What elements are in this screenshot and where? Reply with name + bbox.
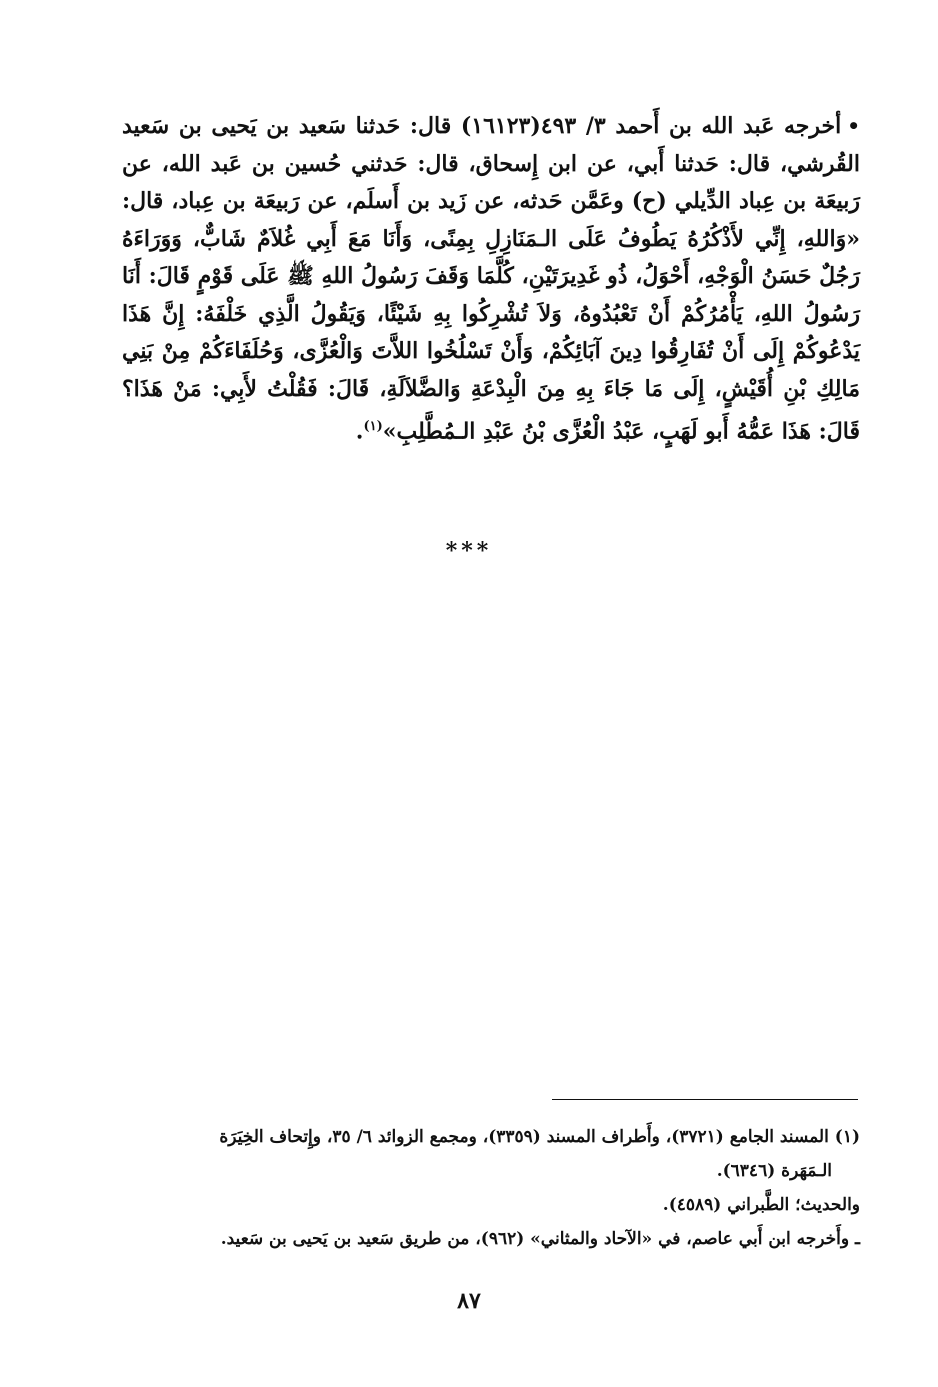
footnote-line-4: ـ وأَخرجه ابن أَبي عاصم، في «الآحاد والمثاني» (٩٦٢)، من طريق سَعيد بن يَحيى بن سَعيد. bbox=[220, 1229, 860, 1249]
footnote-reference: (١) bbox=[363, 419, 383, 434]
end-punctuation: . bbox=[355, 418, 364, 445]
hadith-paragraph bbox=[122, 108, 860, 451]
footnotes-block bbox=[118, 1120, 860, 1256]
footnote-divider bbox=[552, 1099, 858, 1100]
footnote-line-3: والحديث؛ الطَّبراني (٤٥٨٩). bbox=[662, 1195, 860, 1215]
bullet-marker: • bbox=[847, 114, 860, 138]
footnote-line-2: الـمَهَرة (٦٣٤٦). bbox=[716, 1161, 832, 1181]
page-number: ٨٧ bbox=[457, 1288, 481, 1314]
section-separator: *** bbox=[445, 538, 493, 564]
hadith-text: أخرجه عَبد الله بن أَحمد ٣/ ٤٩٣(١٦١٢٣) قال: حَدثنا سَعيد بن يَحيى بن سَعيد القُرشي، قال: حَدثنا أَبي، عن ابن إِسحاق، قال: حَدثني حُسين بن عَبد الله، عن رَبيعَة بن عِباد الدِّيلي (ح) وعَمَّن حَدثه، عن زَيد بن أَسلَم، عن رَبيعَة بن عِباد، قال: «وَاللهِ، إِنِّي لأَذْكُرُهُ يَطُوفُ عَلَى الـمَنَازِلِ بِمِنًى، وَأَنَا مَعَ أَبِي غُلاَمٌ شَابٌّ، وَوَرَاءَهُ رَجُلٌ حَسَنُ الْوَجْهِ، أَحْوَلُ، ذُو غَدِيرَتَيْنِ، كُلَّمَا وَقَفَ رَسُولُ اللهِ ﷺ عَلَى قَوْمٍ قَالَ: أَنَا رَسُولُ اللهِ، يَأْمُرُكُمْ أَنْ تَعْبُدُوهُ، وَلاَ تُشْرِكُوا بِهِ شَيْئًا، وَيَقُولُ الَّذِي خَلْفَهُ: إِنَّ هَذَا يَدْعُوكُمْ إِلَى أَنْ تُفَارِقُوا دِينَ آبَائِكُمْ، وَأَنْ تَسْلُخُوا اللاَّتَ وَالْعُزَّى، وَحُلَفَاءَكُمْ مِنْ بَنِي مَالِكِ بْنِ أُقَيْشٍ، إِلَى مَا جَاءَ بِهِ مِنَ الْبِدْعَةِ وَالضَّلاَلَةِ، قَالَ: فَقُلْتُ لأَبِي: مَنْ هَذَا؟ قَالَ: هَذَا عَمُّهُ أَبو لَهَبٍ، عَبْدُ الْعُزَّى بْنُ عَبْدِ الـمُطَّلِبِ» bbox=[122, 113, 860, 445]
footnote-line-1: (١) المسند الجامع (٣٧٢١)، وأَطراف المسند (٣٣٥٩)، ومجمع الزوائد ٦/ ٣٥، وإِتحاف الخِيَرَة bbox=[219, 1127, 860, 1147]
